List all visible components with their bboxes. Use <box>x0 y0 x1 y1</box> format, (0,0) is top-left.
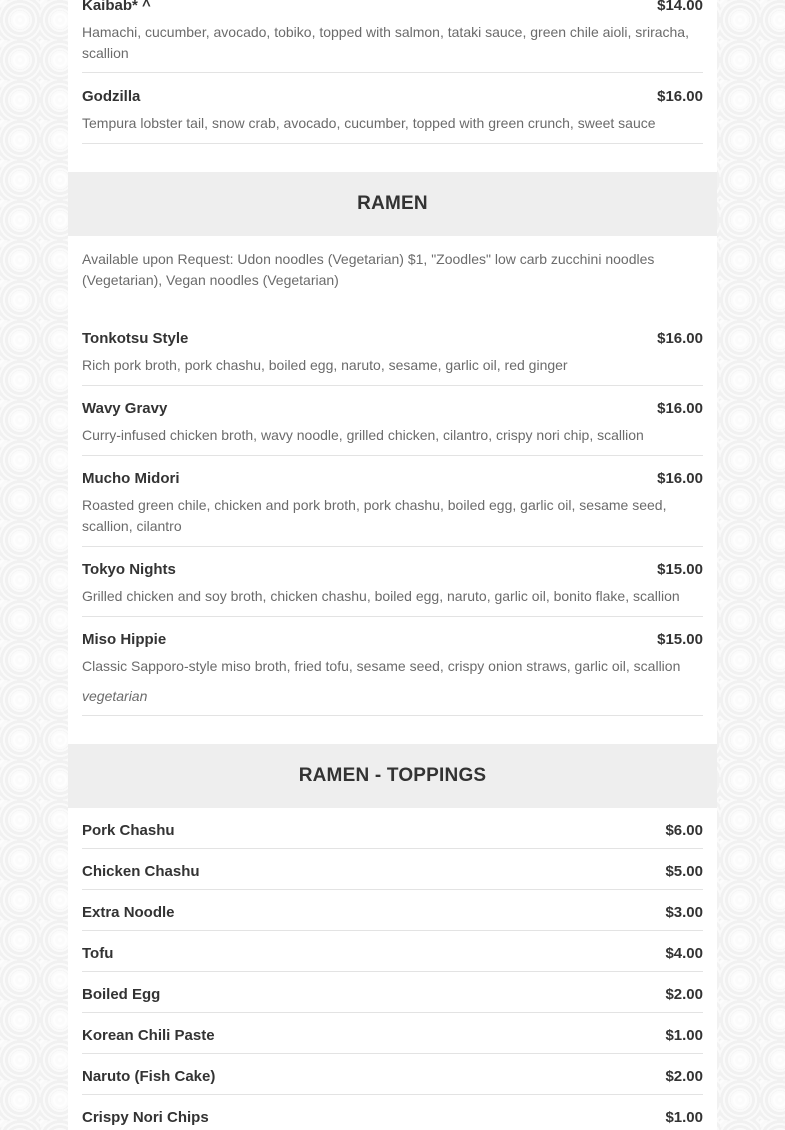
menu-item-price: $16.00 <box>657 88 703 105</box>
topping-item-header <box>82 945 703 965</box>
menu-item-description: Grilled chicken and soy broth, chicken chashu, boiled egg, naruto, garlic oil, bonito flake, scallion <box>82 588 680 604</box>
menu-item-divider <box>82 72 703 73</box>
menu-item-divider <box>82 715 703 716</box>
topping-price: $6.00 <box>665 822 703 839</box>
topping-divider <box>82 848 703 849</box>
topping-name: Extra Noodle <box>82 904 175 921</box>
topping-item <box>82 904 703 924</box>
topping-price: $4.00 <box>665 945 703 962</box>
section-note: Available upon Request: Udon noodles (Vegetarian) $1, "Zoodles" low carb zucchini noodles (Vegetarian), Vegan noodles (Vegetarian) <box>82 251 655 288</box>
topping-divider <box>82 1053 703 1054</box>
topping-name: Korean Chili Paste <box>82 1027 215 1044</box>
menu-sheet <box>68 0 717 1130</box>
menu-item-divider <box>82 385 703 386</box>
topping-item <box>82 986 703 1006</box>
topping-item-header <box>82 904 703 924</box>
topping-price: $3.00 <box>665 904 703 921</box>
menu-item-name: Miso Hippie <box>82 631 167 648</box>
menu-item-description: Tempura lobster tail, snow crab, avocado, cucumber, topped with green crunch, sweet sauce <box>82 115 656 131</box>
topping-divider <box>82 1094 703 1095</box>
menu-item-divider <box>82 616 703 617</box>
menu-item-price: $15.00 <box>657 631 703 648</box>
topping-item-header <box>82 1109 703 1129</box>
menu-item-header <box>82 330 703 350</box>
menu-item-name: Tonkotsu Style <box>82 330 189 347</box>
menu-item-header <box>82 400 703 420</box>
menu-item-description: Roasted green chile, chicken and pork broth, pork chashu, boiled egg, garlic oil, sesame seed, scallion, cilantro <box>82 497 667 534</box>
section-header-ramen <box>68 172 717 236</box>
menu-item-name: Tokyo Nights <box>82 561 176 578</box>
dietary-tag: vegetarian <box>82 688 148 704</box>
topping-price: $5.00 <box>665 863 703 880</box>
menu-item-header <box>82 0 703 17</box>
menu-item-tonkotsu-style <box>82 330 703 373</box>
topping-divider <box>82 889 703 890</box>
menu-item-header <box>82 470 703 490</box>
section-header-ramen-toppings <box>68 744 717 808</box>
menu-item-price: $16.00 <box>657 400 703 417</box>
topping-divider <box>82 930 703 931</box>
topping-item <box>82 1068 703 1088</box>
menu-item-header <box>82 88 703 108</box>
menu-item-price: $14.00 <box>657 0 703 14</box>
menu-item-name: Godzilla <box>82 88 141 105</box>
menu-item-description: Hamachi, cucumber, avocado, tobiko, topped with salmon, tataki sauce, green chile aioli, sriracha, scallion <box>82 24 689 61</box>
menu-item-description: Curry-infused chicken broth, wavy noodle, grilled chicken, cilantro, crispy nori chip, scallion <box>82 427 644 443</box>
topping-item <box>82 822 703 842</box>
topping-item-header <box>82 822 703 842</box>
topping-item-header <box>82 863 703 883</box>
section-title: RAMEN - TOPPINGS <box>298 765 487 786</box>
topping-price: $1.00 <box>665 1109 703 1126</box>
topping-item-header <box>82 1068 703 1088</box>
menu-item-wavy-gravy <box>82 400 703 443</box>
menu-item-name: Kaibab* ^ <box>82 0 151 14</box>
menu-item-kaibab <box>82 0 703 61</box>
topping-name: Chicken Chashu <box>82 863 200 880</box>
menu-item-mucho-midori <box>82 470 703 534</box>
topping-name: Pork Chashu <box>82 822 175 839</box>
menu-item-name: Mucho Midori <box>82 470 180 487</box>
topping-item <box>82 1027 703 1047</box>
menu-item-header <box>82 561 703 581</box>
topping-divider <box>82 1012 703 1013</box>
menu-item-description: Classic Sapporo-style miso broth, fried tofu, sesame seed, crispy onion straws, garlic oil, scallion <box>82 658 681 674</box>
topping-item-header <box>82 1027 703 1047</box>
topping-divider <box>82 971 703 972</box>
topping-price: $1.00 <box>665 1027 703 1044</box>
menu-item-price: $16.00 <box>657 330 703 347</box>
topping-item <box>82 945 703 965</box>
topping-name: Boiled Egg <box>82 986 161 1003</box>
topping-name: Tofu <box>82 945 114 962</box>
menu-item-tokyo-nights <box>82 561 703 604</box>
menu-item-name: Wavy Gravy <box>82 400 168 417</box>
topping-name: Naruto (Fish Cake) <box>82 1068 216 1085</box>
topping-item-header <box>82 986 703 1006</box>
menu-item-header <box>82 631 703 651</box>
topping-name: Crispy Nori Chips <box>82 1109 209 1126</box>
topping-price: $2.00 <box>665 1068 703 1085</box>
topping-price: $2.00 <box>665 986 703 1003</box>
topping-item <box>82 863 703 883</box>
menu-item-description: Rich pork broth, pork chashu, boiled egg, naruto, sesame, garlic oil, red ginger <box>82 357 568 373</box>
menu-item-miso-hippie <box>82 631 703 704</box>
menu-item-divider <box>82 143 703 144</box>
topping-item <box>82 1109 703 1129</box>
section-title: RAMEN <box>357 193 428 214</box>
menu-item-divider <box>82 455 703 456</box>
menu-item-price: $15.00 <box>657 561 703 578</box>
menu-item-divider <box>82 546 703 547</box>
menu-item-price: $16.00 <box>657 470 703 487</box>
menu-item-godzilla <box>82 88 703 131</box>
